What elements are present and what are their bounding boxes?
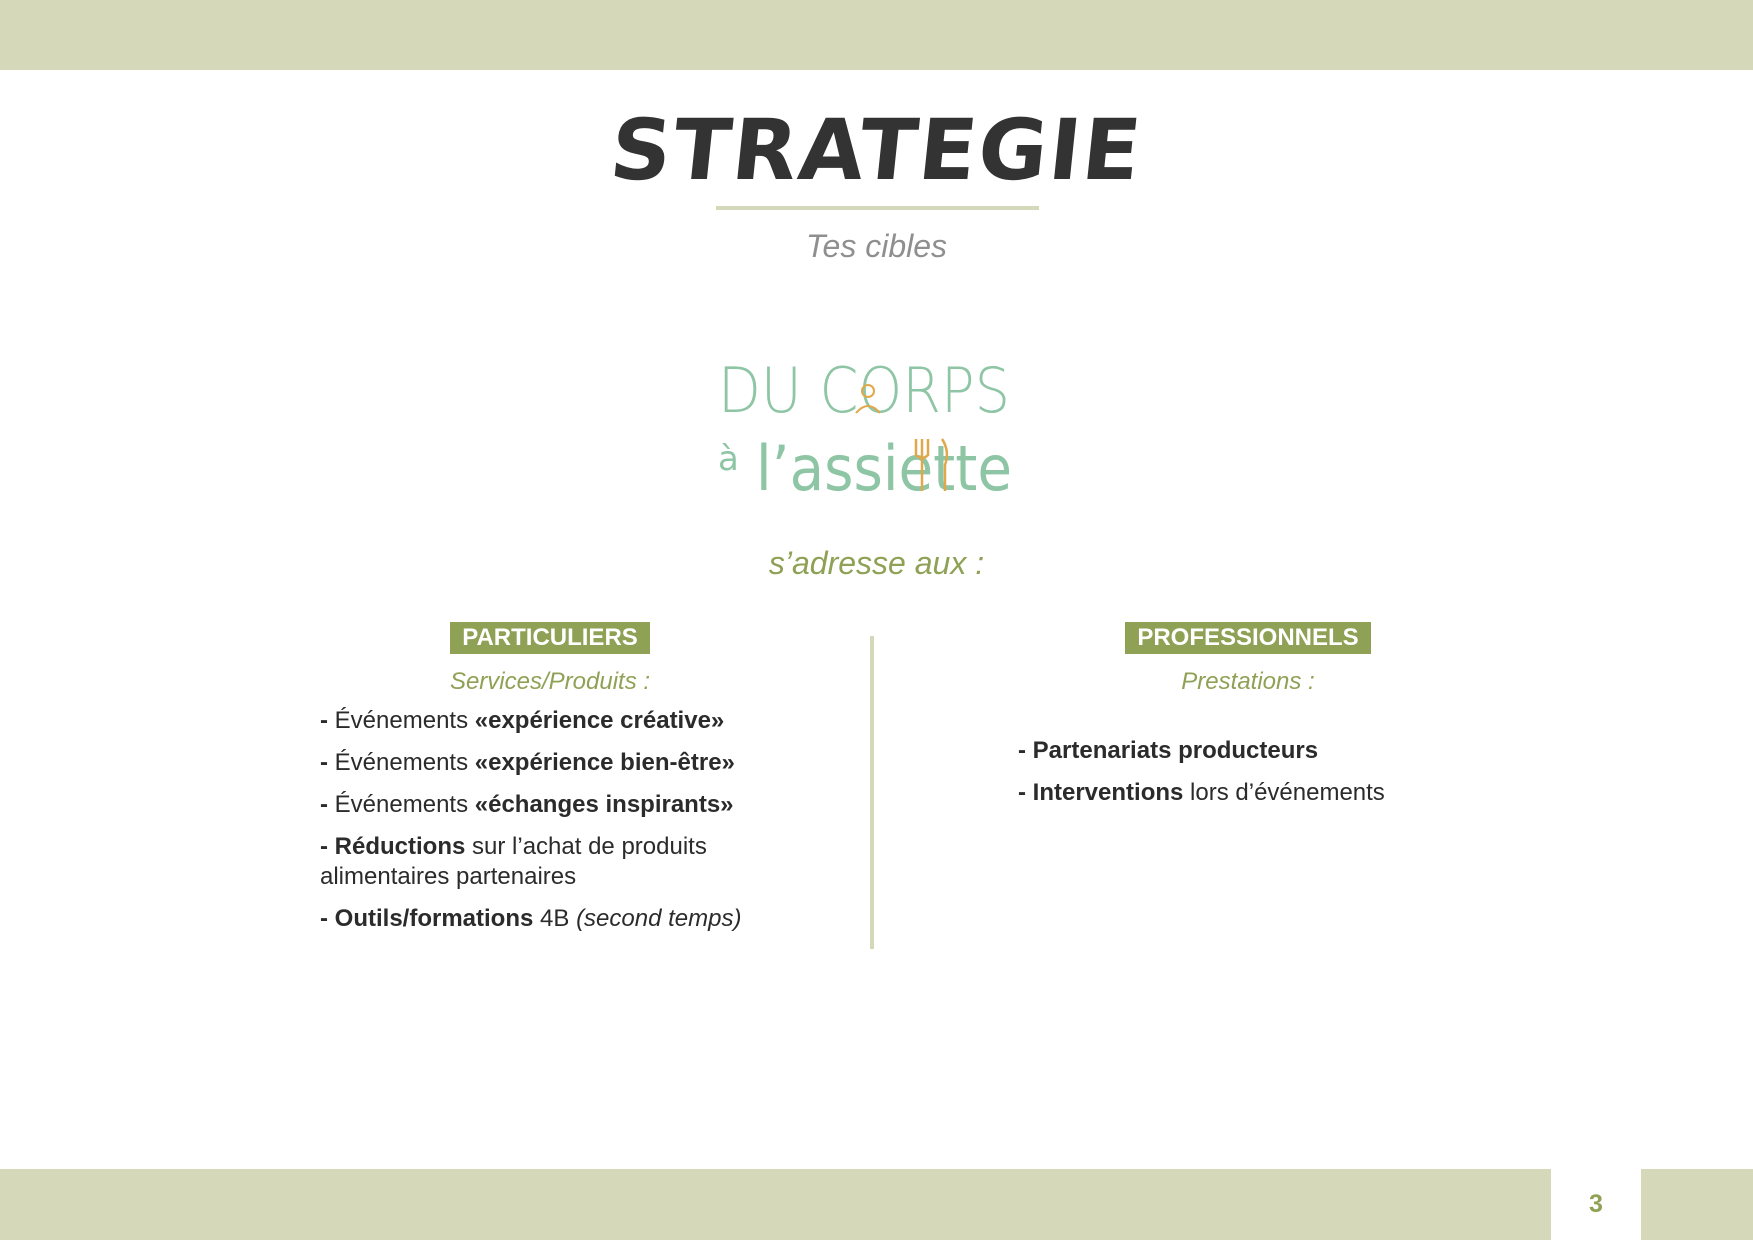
page-number-box (1551, 1169, 1641, 1240)
logo-line1: DU CORPS (718, 355, 1010, 427)
top-band (0, 0, 1753, 70)
logo-line2-prefix: à (718, 439, 739, 479)
title-underline (716, 206, 1039, 210)
list-item: - Partenariats producteurs (1018, 737, 1319, 764)
list-item: - Événements «expérience bien-être» (320, 749, 735, 776)
column-divider (870, 636, 874, 949)
page-number: 3 (1589, 1190, 1603, 1218)
professionnels-column (1018, 622, 1478, 820)
page-subtitle: Tes cibles (805, 228, 948, 264)
list-item: - Réductions sur l’achat de produits alimentaires partenaires (320, 833, 707, 890)
list-item: - Outils/formations 4B (second temps) (320, 905, 742, 932)
professionnels-subtitle: Prestations : (1181, 668, 1315, 695)
tagline: s’adresse aux : (768, 545, 985, 581)
list-item: - Interventions lors d’événements (1018, 779, 1385, 806)
professionnels-badge: PROFESSIONNELS (1125, 622, 1370, 654)
brand-logo (716, 355, 1016, 505)
bottom-band (0, 1169, 1753, 1240)
list-item: - Événements «expérience créative» (320, 707, 725, 734)
particuliers-subtitle: Services/Produits : (449, 668, 651, 695)
list-item: - Événements «échanges inspirants» (320, 791, 734, 818)
page-title: STRATEGIE (605, 101, 1148, 199)
particuliers-badge: PARTICULIERS (450, 622, 650, 654)
logo-line2: l’assiette (756, 432, 1012, 505)
particuliers-column (320, 622, 780, 946)
